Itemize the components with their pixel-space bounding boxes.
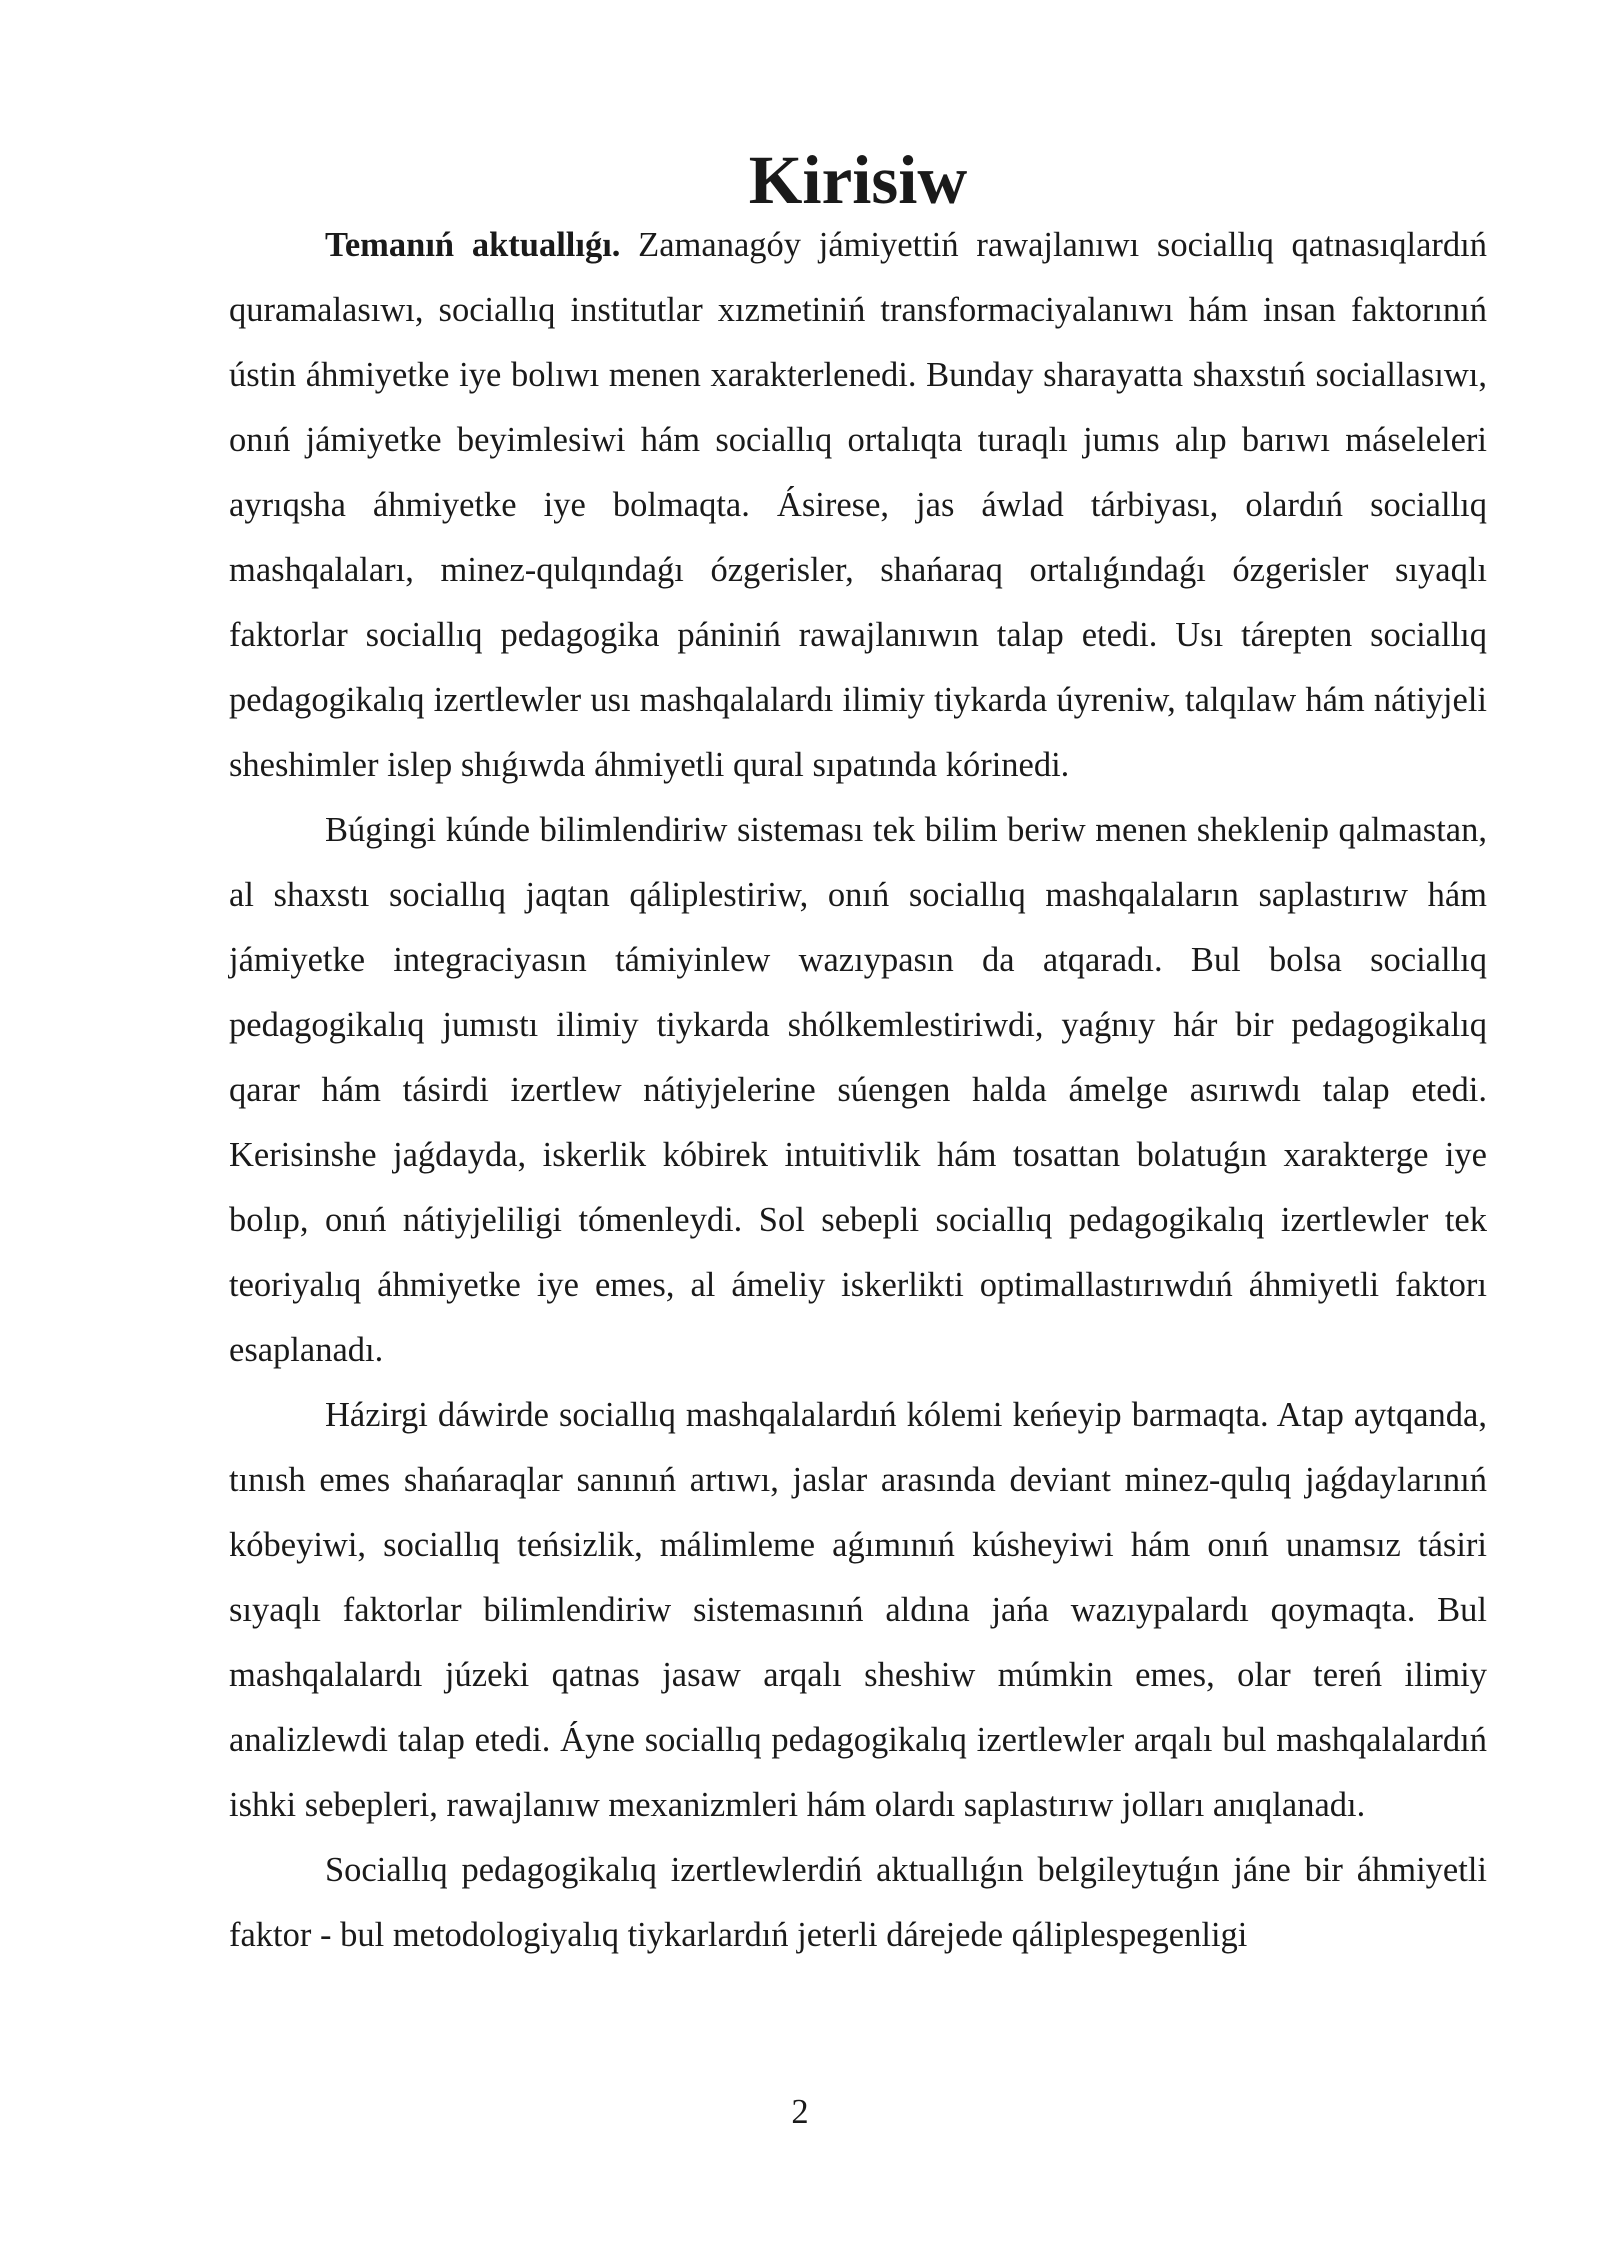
document-body <box>229 142 1487 1968</box>
section-heading: Kirisiw <box>748 142 968 218</box>
paragraph-text: Sociallıq pedagogikalıq izertlewlerdiń aktuallıǵın belgileytuǵın jáne bir áhmiyetli faktor - bul metodologiyalıq tiykarlardıń jeterli dárejede qáliplespegenligi <box>229 1851 1487 1954</box>
paragraph-lead: Temanıń aktuallıǵı. <box>325 226 621 264</box>
paragraph-text: Házirgi dáwirde sociallıq mashqalalardıń kólemi keńeyip barmaqta. Atap aytqanda, tınısh emes shańaraqlar sanınıń artıwı, jaslar arasında deviant minez-qulıq jaǵdaylarınıń kóbeyiwi, sociallıq teńsizlik, málimleme aǵımınıń kúsheyiwi hám onıń unamsız tásiri sıyaqlı faktorlar bilimlendiriw sistemasınıń aldına jańa wazıypalardı qoymaqta. Bul mashqalalardı júzeki qatnas jasaw arqalı sheshiw múmkin emes, olar tereń ilimiy analizlewdi talap etedi. Áyne sociallıq pedagogikalıq izertlewler arqalı bul mashqalalardıń ishki sebepleri, rawajlanıw mexanizmleri hám olardı saplastırıw jolları anıqlanadı. <box>229 1396 1487 1824</box>
page-number: 2 <box>791 2093 809 2131</box>
paragraph-relevance <box>229 213 1487 798</box>
paragraph-text: Zamanagóy jámiyettiń rawajlanıwı sociallıq qatnasıqlardıń quramalasıwı, sociallıq institutlar xızmetiniń transformaciyalanıwı hám insan faktorınıń ústin áhmiyetke iye bolıwı menen xarakterlenedi. Bunday sharayatta shaxstıń sociallasıwı, onıń jámiyetke beyimlesiwi hám sociallıq ortalıqta turaqlı jumıs alıp barıwı máseleleri ayrıqsha áhmiyetke iye bolmaqta. Ásirese, jas áwlad tárbiyası, olardıń sociallıq mashqalaları, minez-qulqındaǵı ózgerisler, shańaraq ortalıǵındaǵı ózgerisler sıyaqlı faktorlar sociallıq pedagogika pániniń rawajlanıwın talap etedi. Usı tárepten sociallıq pedagogikalıq izertlewler usı mashqalalardı ilimiy tiykarda úyreniw, talqılaw hám nátiyjeli sheshimler islep shıǵıwda áhmiyetli qural sıpatında kórinedi. <box>229 226 1487 784</box>
paragraph-social-problems <box>229 1383 1487 1838</box>
paragraph-text: Búgingi kúnde bilimlendiriw sisteması tek bilim beriw menen sheklenip qalmastan, al shaxstı sociallıq jaqtan qáliplestiriw, onıń sociallıq mashqalaların saplastırıw hám jámiyetke integraciyasın támiyinlew wazıypasın da atqaradı. Bul bolsa sociallıq pedagogikalıq jumıstı ilimiy tiykarda shólkemlestiriwdi, yaǵnıy hár bir pedagogikalıq qarar hám tásirdi izertlew nátiyjelerine súengen halda ámelge asırıwdı talap etedi. Kerisinshe jaǵdayda, iskerlik kóbirek intuitivlik hám tosattan bolatuǵın xarakterge iye bolıp, onıń nátiyjeliligi tómenleydi. Sol sebepli sociallıq pedagogikalıq izertlewler tek teoriyalıq áhmiyetke iye emes, al ámeliy iskerlikti optimallastırıwdıń áhmiyetli faktorı esaplanadı. <box>229 811 1487 1369</box>
paragraph-education-system <box>229 798 1487 1383</box>
paragraph-methodology <box>229 1838 1487 1968</box>
